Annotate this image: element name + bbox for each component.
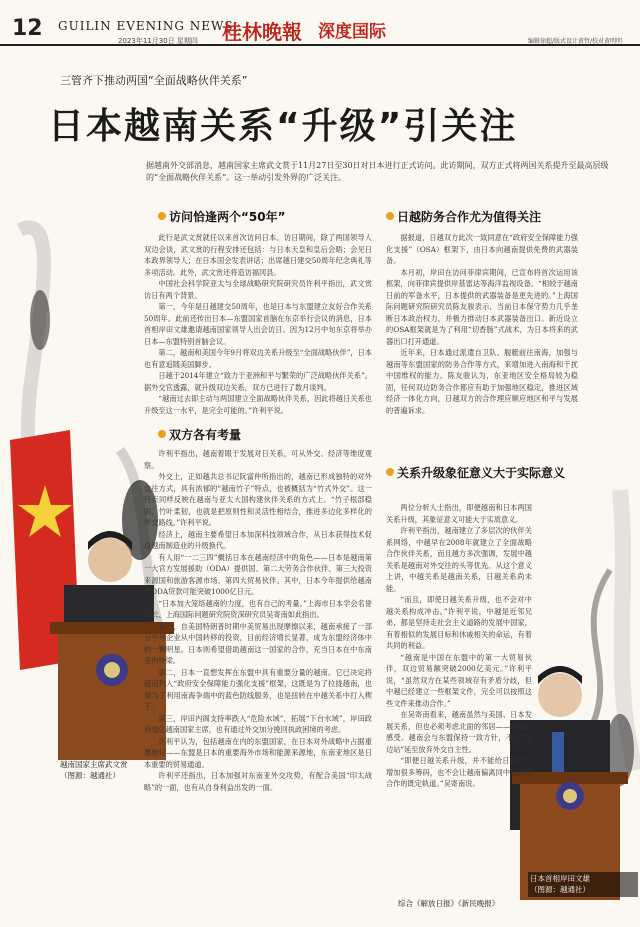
bullet-icon <box>158 430 166 438</box>
right-photo-caption: 日本首相岸田文雄 （图源：越通社） <box>528 872 638 897</box>
bullet-icon <box>386 468 394 476</box>
edition-name: GUILIN EVENING NEWS <box>58 19 234 33</box>
section-heading-2: 双方各有考量 <box>158 426 241 443</box>
section-heading-4: 关系升级象征意义大于实际意义 <box>386 464 586 482</box>
page-number: 12 <box>12 16 43 41</box>
article-lead: 据越南外交部消息，越南国家主席武文赏于11月27日至30日对日本进行正式访问。此访期间，双方正式将两国关系提升至最高层级的“全面战略伙伴关系”。这一举动引发外界的广泛关注。 <box>146 161 609 183</box>
article-source: 综合《解放日报》《新民晚报》 <box>398 899 500 908</box>
leader-face-icon <box>88 538 132 582</box>
section-body-2: 许利平指出，越南着眼于发展对日关系，可从外交、经济等维度观察。 外交上，正如越共总书记阮富仲所指出的，越南已形成独特的对外交往方式，具有浓郁的“越南竹子”特点，也被概括为“竹式外交”。这一特点同样反映在越南与亚太大国构建伙伴关系的方式上。“竹子根部稳固，竹叶柔韧，也就是把原则性和灵活性相结合，推进多边化多样化的外交路线。”许利平说。 经济上，越南主要希望日本加深科技领域合作，从日本获得技术促进越南制造业的升级换代。 有人用“一二三四”概括日本在越南经济中的角色——日本是越南第一大官方发展援助（ODA）提供国、第二大劳务合作伙伴、第三大投资来源国和旅游客源市场、第四大贸易伙伴。其中，日本今年提供给越南的ODA贷款可能突破1000亿日元。 “日本加大笼络越南的力度，也有自己的考量。”上海市日本学会名誉会长、上海国际问题研究院资深研究员吴寄南如此指出。 第一，自美国特朗普时期中美贸易出现摩擦以来，越南承接了一部分中外企业从中国转移的投资，目前经济增长显著，成为东盟经济体中的一颗明星。日本则希望借助越南这一国家的合作，充当日本在中东南亚的桥梁。 第二，日本一直想发挥在东盟中具有重要分量的越南。它已决定将越南列入“政府安全保障能力强化支援”框架，这既是为了拉拢越南，也是为了利用南海争端中的蓝色防线服务，也是扭转在中越关系中打入楔子。 第三，岸田内阁支持率跌入“危险水域”，拓展“下台水域”，岸田政府强化越南国家主席，也有通过外交加分挽回执政困境的考虑。 许利平认为，包括越南在内的东盟国家，在日本对外战略中占据重要地位——东盟是日本的重要海外市场和能源来源地，东南亚地区是日本重要的贸易通道。 许利平还指出，日本加强对东南亚外交攻势，有配合美国“印太战略”的一面，也有从自身利益出发的一面。 <box>144 449 372 792</box>
section-name: 深度国际 <box>318 22 386 42</box>
bullet-icon <box>158 212 166 220</box>
section-heading-1: 访问恰逢两个“50年” <box>158 208 285 225</box>
article-kicker: 三管齐下推动两国“全面战略伙伴关系” <box>60 74 248 87</box>
left-photo-caption: 越南国家主席武文赏 （图源：越通社） <box>60 760 128 780</box>
section-body-1: 此行是武文赏就任以来首次访问日本。访日期间，除了两国领导人双边会谈，武文赏的行程安排还包括：与日本天皇和皇后会晤；会见日本政界领导人；在日本国会发表讲话；出席越日建交50周年纪念典礼等多项活动。此外，武文赏还将造访福冈县。 中国社会科学院亚太与全球战略研究院研究员许利平指出，武文赏访日有两个背景。 第一，今年是日越建交50周年，也是日本与东盟建立友好合作关系50周年。此前还传出日本—东盟国家首脑在东京举行会议的消息，日本首相岸田文雄邀请越南国家领导人出会访日。因为12月中旬东京将举办日本—东盟特别首脑会议。 第二，越南和美国今年9月将双边关系升级至“全面战略伙伴”，日本也有意追随美国脚步。 日越于2014年建立“致力于亚洲和平与繁荣的广泛战略伙伴关系”。据外交官透露，就升级双边关系，双方已进行了数月谈判。 “越南过去即主动与两国建立全面战略伙伴关系，因此将越日关系也升级至这一水平，是完全可能的。”许利平说。 <box>144 233 372 415</box>
leader-face-icon <box>538 673 582 717</box>
newspaper-logo: 桂林晚報 <box>222 20 302 44</box>
bullet-icon <box>386 212 394 220</box>
section-body-3: 据报道，日越双方此次一致同意在“政府安全保障能力强化支援”（OSA）框架下，由日本向越南提供免费的武器装备。 本月初，岸田在访问菲律宾期间，已宣布将首次运用该框架，向菲律宾提供岸基雷达等海洋监视设备。“相较于越南日前的军备水平，日本提供的武器装备是更先进的。”上海国际问题研究院研究员陈友骏表示，当前日本保守势力几乎垄断日本政治权力，并极力推动日本武器装备出口。新近设立的OSA框架就是为了利用“切香肠”式战术，为日本将来的武器出口打开通道。 近年来，日本通过派遣自卫队、舰艇前往南海，加强与越南等东盟国家的防务合作等方式，来增加进入南海和干扰中国维权的能力。陈友骏认为，东亚地区安全格局较为稳固，任何双边防务合作都应有助于加强地区稳定，推进区域经济一体化方向，日越双方的合作理应顺应地区和平与发展的普遍诉求。 <box>386 233 578 415</box>
article-headline: 日本越南关系“升级”引关注 <box>48 106 518 147</box>
editors-credit: 编辑徐超/版式设计黄哲/校对黄明明 <box>528 38 623 45</box>
section-body-4: 两位分析人士指出，即便越南和日本两国关系升级，其象征意义可能大于实质意义。 许利平指出，越南建立了多层次的伙伴关系网络，中越早在2008年就建立了全面战略合作伙伴关系，而且越方多次强调，发展中越关系是越南对外交往的头等优先。从这个意义上讲，中越关系是越南关系，日越关系尚未能。 “而且，即使日越关系升级，也不会对中越关系构成冲击。”许利平说，中越是近邻兄弟，都是坚持走社会主义道路的发展中国家，有着相似的发展目标和休戚相关的命运，有着共同的利益。 “越南是中国在东盟中的第一大贸易伙伴，双边贸易额突破2000亿美元。”许利平说，“虽然双方在某些领域存有矛盾分歧，但中越已经建立一些框架文件，完全可以按照这些文件来推动合作。” 在吴寄南看来，越南虽然与美国、日本发展关系，但也必须考虑北面的邻居——中国的感受。越南会与东盟保持一致方针，不会“选边站”延至放弃外交自主性。 “即便日越关系升级，并不能给日本外交增加很多筹码，也不会让越南偏离同中国深化合作的既定轨道。”吴寄南说。 <box>386 503 532 789</box>
masthead <box>0 0 640 46</box>
issue-date: 2023年11月30日 星期四 <box>118 37 198 45</box>
section-heading-3: 日越防务合作尤为值得关注 <box>386 208 541 225</box>
